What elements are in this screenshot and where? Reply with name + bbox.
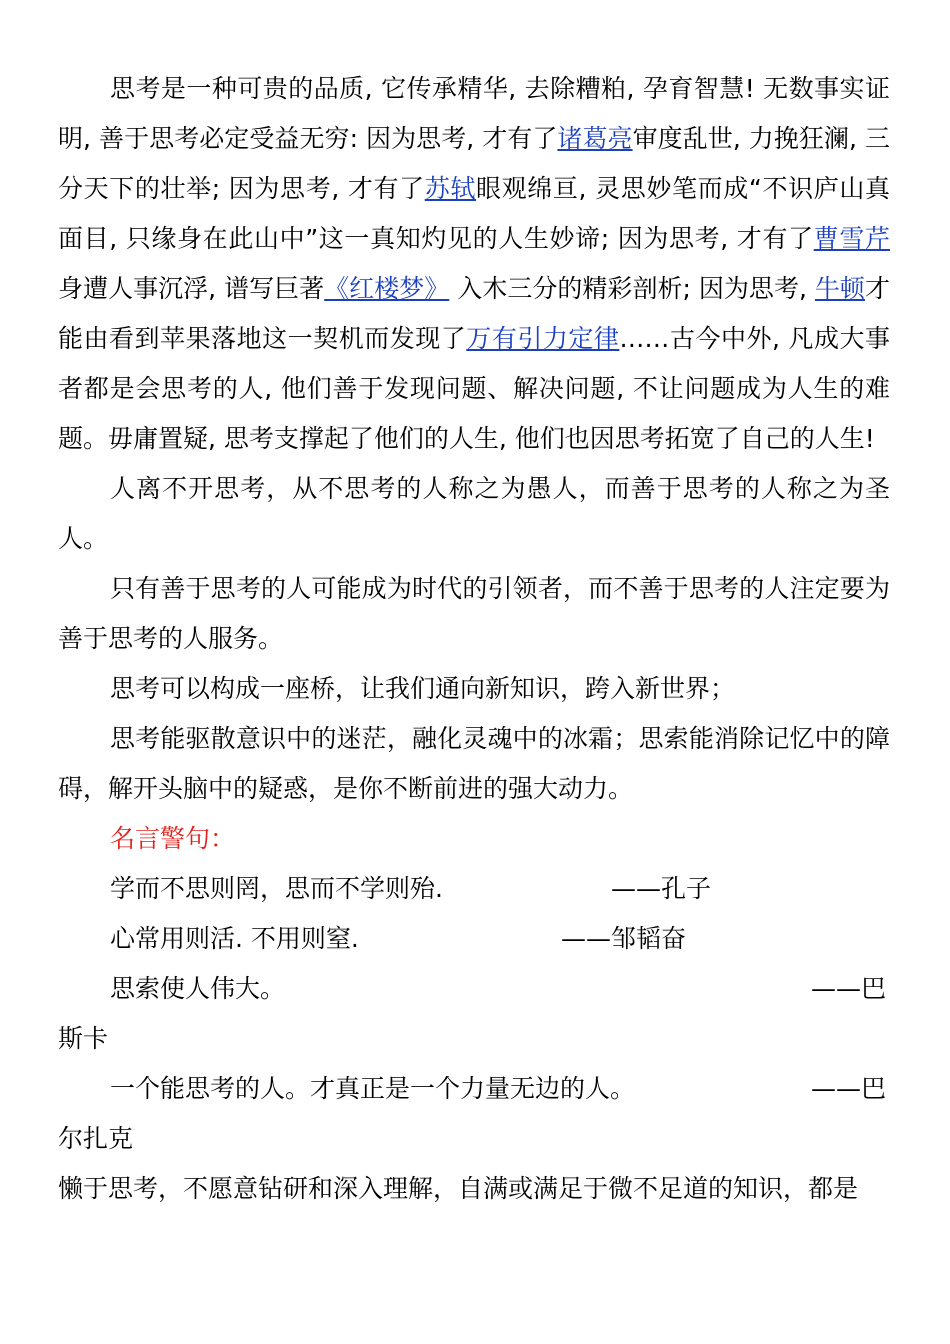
quote-row <box>58 864 890 914</box>
paragraph-bridge: 思考可以构成一座桥，让我们通向新知识，跨入新世界； <box>110 674 736 703</box>
quote-author-continuation: 斯卡 <box>58 1024 109 1053</box>
link-zhuge-liang[interactable]: 诸葛亮 <box>557 124 633 153</box>
paragraph-dispel-confusion: 思考能驱散意识中的迷茫，融化灵魂中的冰霜；思索能消除记忆中的障碍，解开头脑中的疑惑，是你不断前进的强大动力。 <box>58 724 890 803</box>
quote-text: 一个能思考的人。才真正是一个力量无边的人。 <box>110 1074 636 1103</box>
document-body <box>58 64 890 1214</box>
quote-text: 心常用则活. 不用则窒. <box>110 924 359 953</box>
link-su-shi[interactable]: 苏轼 <box>424 174 477 203</box>
paragraph-thinking-intro: 思考是一种可贵的品质, 它传承精华, 去除糟粕, 孕育智慧! 无数事实证明, 善于思考必定受益无穷: 因为思考, 才有了诸葛亮审度乱世, 力挽狂澜, 三分天下的壮举; 因为思考, 才有了苏轼眼观绵亘, 灵思妙笔而成“不识庐山真面目, 只缘身在此山中”这一真知灼见的人生妙谛; 因为思考, 才有了曹雪芹身遭人事沉浮, 谱写巨著《红楼梦》 入木三分的精彩剖析; 因为思考, 牛顿才能由看到苹果落地这一契机而发现了万有引力定律……古今中外, 凡成大事者都是会思考的人, 他们善于发现问题、解决问题, 不让问题成为人生的难题。毋庸置疑, 思考支撑起了他们的人生, 他们也因思考拓宽了自己的人生! <box>58 74 890 453</box>
quote-author: ——巴 <box>811 974 887 1003</box>
link-law-of-gravitation[interactable]: 万有引力定律 <box>466 324 620 353</box>
quote-row <box>58 964 890 1014</box>
paragraph-leaders: 只有善于思考的人可能成为时代的引领者，而不善于思考的人注定要为善于思考的人服务。 <box>58 574 890 653</box>
quote-row <box>58 914 890 964</box>
quote-author: ——孔子 <box>611 874 712 903</box>
quote-text: 思索使人伟大。 <box>110 974 286 1003</box>
quote-author-continuation: 尔扎克 <box>58 1124 134 1153</box>
quote-author: ——邹韬奋 <box>561 924 687 953</box>
quote-author: ——巴 <box>811 1074 887 1103</box>
link-newton[interactable]: 牛顿 <box>814 274 865 303</box>
quotes-heading: 名言警句： <box>110 824 236 853</box>
link-hong-lou-meng[interactable]: 《红楼梦》 <box>324 274 450 303</box>
paragraph-fools-and-sages: 人离不开思考，从不思考的人称之为愚人，而善于思考的人称之为圣人。 <box>58 474 890 553</box>
quote-row <box>58 1064 890 1114</box>
paragraph-laziness: 懒于思考，不愿意钻研和深入理解，自满或满足于微不足道的知识，都是 <box>58 1174 859 1203</box>
quote-text: 学而不思则罔，思而不学则殆. <box>110 874 443 903</box>
link-cao-xueqin[interactable]: 曹雪芹 <box>813 224 890 253</box>
